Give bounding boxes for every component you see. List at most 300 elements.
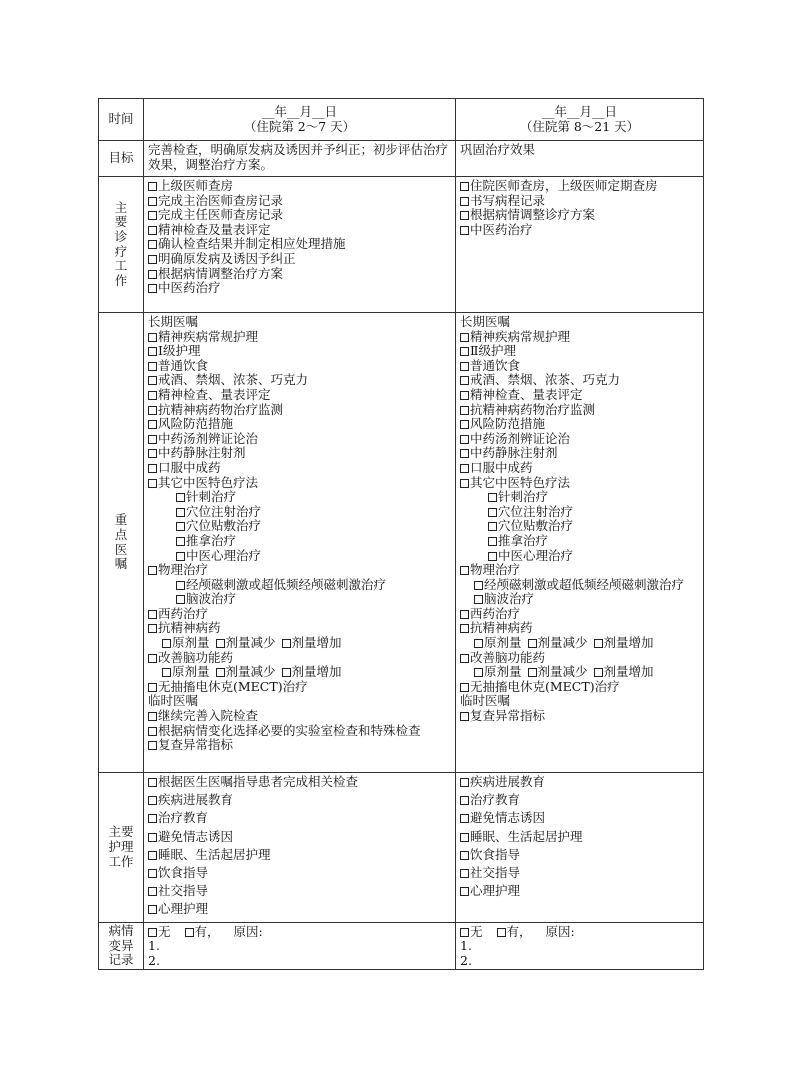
- checklist-item: [148, 651, 451, 666]
- checkbox[interactable]: [460, 226, 469, 235]
- checkbox[interactable]: [148, 566, 157, 575]
- checklist-item: [460, 651, 699, 666]
- goal-label: 目标: [99, 141, 144, 177]
- checkbox[interactable]: [148, 284, 157, 293]
- checklist-item: [460, 709, 699, 724]
- checkbox[interactable]: [282, 668, 291, 677]
- row-label-char: 记录: [108, 952, 134, 968]
- item-label: 改善脑功能药: [158, 649, 234, 665]
- checkbox[interactable]: [460, 197, 469, 206]
- variance-item-2: 2.: [460, 952, 472, 968]
- section-heading: 长期医嘱: [148, 314, 199, 329]
- checkbox[interactable]: [148, 270, 157, 279]
- checklist-item: [148, 373, 451, 388]
- item-label: 抗精神病药: [158, 620, 221, 636]
- dose-options: [460, 636, 699, 651]
- checklist-item: [460, 866, 699, 881]
- item-label: 治疗教育: [470, 792, 521, 808]
- item-label: Ⅰ级护理: [158, 343, 201, 359]
- item-label: 确认检查结果并制定相应处理措施: [158, 236, 346, 252]
- checkbox[interactable]: [148, 624, 157, 633]
- checklist-item: [460, 549, 699, 564]
- row-label-char: 主要: [108, 824, 134, 840]
- checkbox[interactable]: [185, 928, 194, 937]
- checklist-item: [460, 223, 699, 238]
- checklist-item: [148, 476, 451, 491]
- checkbox[interactable]: [488, 537, 497, 546]
- item-label: 戒酒、禁烟、浓茶、巧克力: [470, 372, 621, 388]
- checkbox[interactable]: [474, 668, 483, 677]
- checkbox[interactable]: [148, 391, 157, 400]
- checkbox[interactable]: [594, 639, 603, 648]
- variance-reason-label: 原因:: [233, 923, 263, 939]
- dose-option-label: 原剂量: [484, 635, 522, 651]
- checkbox[interactable]: [460, 464, 469, 473]
- checklist-item: [148, 709, 451, 724]
- checkbox[interactable]: [460, 851, 469, 860]
- row-label-char: 工作: [108, 853, 134, 869]
- checklist-item: [460, 446, 699, 461]
- dose-options: [148, 636, 451, 651]
- item-label: 抗精神病药物治疗监测: [470, 401, 596, 417]
- checklist-item: [148, 793, 451, 808]
- item-label: 西药治疗: [158, 605, 209, 621]
- dose-option-label: 原剂量: [172, 635, 210, 651]
- checklist-item: [460, 607, 699, 622]
- item-label: 风险防范措施: [470, 416, 546, 432]
- checkbox[interactable]: [148, 435, 157, 444]
- checkbox[interactable]: [460, 566, 469, 575]
- nursing-col2: [456, 773, 704, 923]
- checkbox[interactable]: [148, 376, 157, 385]
- item-label: 复查异常指标: [470, 708, 546, 724]
- diagnosis-col1: [144, 177, 456, 313]
- diagnosis-col2: [456, 177, 704, 313]
- checklist-item: [148, 724, 451, 739]
- variance-none-label: 无: [470, 923, 483, 939]
- goal-col1: 完善检查，明确原发病及诱因并予纠正；初步评估治疗效果，调整治疗方案。: [144, 141, 456, 177]
- item-label: 睡眠、生活起居护理: [470, 828, 583, 844]
- checklist-item: [148, 252, 451, 267]
- checklist-item: [148, 866, 451, 881]
- checkbox[interactable]: [460, 406, 469, 415]
- dose-option-label: 剂量增加: [603, 635, 654, 651]
- checklist-item: [148, 281, 451, 296]
- row-label-char: 点: [114, 526, 128, 542]
- checkbox[interactable]: [528, 639, 537, 648]
- orders-col2: [456, 313, 704, 773]
- checkbox[interactable]: [460, 796, 469, 805]
- checkbox[interactable]: [460, 683, 469, 692]
- checkbox[interactable]: [488, 552, 497, 561]
- checklist-item: [460, 775, 699, 790]
- checkbox[interactable]: [460, 869, 469, 878]
- checkbox[interactable]: [282, 639, 291, 648]
- item-label: 精神检查、量表评定: [158, 386, 271, 402]
- variance-item-2: 2.: [148, 952, 160, 968]
- item-label: 脑波治疗: [484, 591, 535, 607]
- checkbox[interactable]: [176, 493, 185, 502]
- row-label-char: 重: [114, 512, 128, 528]
- col1-header: [144, 99, 456, 141]
- checkbox[interactable]: [488, 522, 497, 531]
- checkbox[interactable]: [148, 905, 157, 914]
- checklist-item: [460, 592, 699, 607]
- checklist-item: [148, 267, 451, 282]
- checkbox[interactable]: [148, 654, 157, 663]
- dose-option-label: 原剂量: [172, 664, 210, 680]
- checkbox[interactable]: [148, 796, 157, 805]
- item-label: 中药汤剂辨证论治: [158, 430, 259, 446]
- item-label: 继续完善入院检查: [158, 708, 259, 724]
- checkbox[interactable]: [148, 420, 157, 429]
- checklist-item: [148, 592, 451, 607]
- checkbox[interactable]: [528, 668, 537, 677]
- checklist-item: [460, 476, 699, 491]
- item-label: 口服中成药: [470, 459, 533, 475]
- checkbox[interactable]: [148, 741, 157, 750]
- dose-options: [460, 665, 699, 680]
- row-label-char: 护理: [108, 838, 134, 854]
- item-label: 穴位注射治疗: [186, 503, 262, 519]
- row-label-char: 作: [114, 272, 128, 288]
- item-label: 其它中医特色疗法: [158, 474, 259, 490]
- checklist-item: [460, 403, 699, 418]
- variance-yes-label: 有，: [194, 923, 220, 939]
- col1-days: （住院第 2～7 天）: [243, 118, 356, 134]
- item-label: 精神检查、量表评定: [470, 386, 583, 402]
- checklist-item: [460, 432, 699, 447]
- checkbox[interactable]: [460, 610, 469, 619]
- checkbox[interactable]: [460, 479, 469, 488]
- checkbox[interactable]: [148, 449, 157, 458]
- variance-col1: [144, 922, 456, 970]
- variance-none-label: 无: [158, 923, 171, 939]
- checklist-item: [460, 519, 699, 534]
- checklist-item: [148, 519, 451, 534]
- item-label: 无抽搐电休克(MECT)治疗: [470, 678, 620, 694]
- col2-date: __年__月__日: [541, 103, 617, 119]
- dose-option-label: 剂量减少: [225, 664, 276, 680]
- item-label: 穴位贴敷治疗: [498, 518, 574, 534]
- checklist-item: [148, 344, 451, 359]
- checkbox[interactable]: [460, 833, 469, 842]
- variance-yes-label: 有，: [506, 923, 532, 939]
- section-heading: 临时医嘱: [460, 693, 511, 709]
- checkbox[interactable]: [460, 435, 469, 444]
- item-label: 明确原发病及诱因予纠正: [158, 250, 296, 266]
- checkbox[interactable]: [148, 333, 157, 342]
- checkbox[interactable]: [148, 887, 157, 896]
- checklist-item: [460, 848, 699, 863]
- checkbox[interactable]: [176, 595, 185, 604]
- item-label: 社交指导: [158, 883, 209, 899]
- checklist-item: [148, 607, 451, 622]
- checklist-item: [460, 534, 699, 549]
- item-label: 避免情志诱因: [470, 810, 546, 826]
- checklist-item: [148, 578, 451, 593]
- checkbox[interactable]: [488, 508, 497, 517]
- checkbox[interactable]: [460, 887, 469, 896]
- checkbox[interactable]: [162, 668, 171, 677]
- checkbox[interactable]: [148, 464, 157, 473]
- checkbox[interactable]: [148, 778, 157, 787]
- checkbox[interactable]: [460, 333, 469, 342]
- checkbox[interactable]: [148, 406, 157, 415]
- checklist-item: [148, 563, 451, 578]
- checklist-item: [148, 884, 451, 899]
- item-label: 根据病情调整治疗方案: [158, 265, 284, 281]
- checklist-item: [460, 830, 699, 845]
- checkbox[interactable]: [176, 552, 185, 561]
- variance-options: [148, 925, 451, 940]
- checkbox[interactable]: [148, 851, 157, 860]
- checkbox[interactable]: [460, 347, 469, 356]
- checklist-item: [148, 902, 451, 917]
- dose-option-label: 剂量减少: [537, 664, 588, 680]
- item-label: 针刺治疗: [186, 489, 237, 505]
- checkbox[interactable]: [460, 814, 469, 823]
- goal-col2: 巩固治疗效果: [456, 141, 704, 177]
- dose-options: [148, 665, 451, 680]
- checkbox[interactable]: [148, 226, 157, 235]
- item-label: 穴位贴敷治疗: [186, 518, 262, 534]
- dose-option-label: 剂量增加: [603, 664, 654, 680]
- checkbox[interactable]: [474, 639, 483, 648]
- checkbox[interactable]: [176, 581, 185, 590]
- variance-reason-label: 原因:: [545, 923, 575, 939]
- checklist-item: [148, 848, 451, 863]
- checkbox[interactable]: [460, 778, 469, 787]
- checklist-item: [460, 359, 699, 374]
- variance-label: [99, 922, 144, 970]
- item-label: 中药静脉注射剂: [158, 445, 246, 461]
- item-label: 完成主治医师查房记录: [158, 192, 284, 208]
- dose-option-label: 剂量减少: [537, 635, 588, 651]
- section-heading: 长期医嘱: [460, 314, 511, 329]
- checklist-item: [148, 505, 451, 520]
- checklist-item: [460, 811, 699, 826]
- item-label: 精神疾病常规护理: [470, 328, 571, 344]
- checkbox[interactable]: [148, 869, 157, 878]
- checklist-item: [148, 432, 451, 447]
- item-label: 根据医生医嘱指导患者完成相关检查: [158, 774, 359, 789]
- checkbox[interactable]: [148, 928, 157, 937]
- checkbox[interactable]: [460, 928, 469, 937]
- checkbox[interactable]: [148, 211, 157, 220]
- item-label: 推拿治疗: [498, 532, 549, 548]
- checkbox[interactable]: [460, 712, 469, 721]
- checklist-item: [460, 563, 699, 578]
- item-label: 睡眠、生活起居护理: [158, 846, 271, 862]
- checklist-item: [460, 505, 699, 520]
- checklist-item: [148, 388, 451, 403]
- item-label: 中医心理治疗: [498, 547, 574, 563]
- row-label-char: 诊: [114, 228, 128, 244]
- checklist-item: [148, 330, 451, 345]
- checklist-item: [460, 208, 699, 223]
- item-label: 精神疾病常规护理: [158, 328, 259, 344]
- checkbox[interactable]: [148, 240, 157, 249]
- dose-option-label: 剂量增加: [291, 635, 342, 651]
- checklist-item: [148, 738, 451, 753]
- item-label: 中药汤剂辨证论治: [470, 430, 571, 446]
- checklist-item: [148, 461, 451, 476]
- item-label: 抗精神病药物治疗监测: [158, 401, 284, 417]
- checklist-item: [460, 490, 699, 505]
- checkbox[interactable]: [474, 595, 483, 604]
- item-label: 住院医师查房，上级医师定期查房: [470, 178, 658, 193]
- col2-days: （住院第 8～21 天）: [519, 118, 640, 134]
- checkbox[interactable]: [488, 493, 497, 502]
- item-label: 中医药治疗: [470, 221, 533, 237]
- item-label: 针刺治疗: [498, 489, 549, 505]
- checkbox[interactable]: [148, 833, 157, 842]
- item-label: 物理治疗: [158, 562, 209, 578]
- checklist-item: [148, 549, 451, 564]
- checkbox[interactable]: [148, 479, 157, 488]
- checklist-item: [460, 461, 699, 476]
- checklist-item: [460, 793, 699, 808]
- item-label: 西药治疗: [470, 605, 521, 621]
- checkbox[interactable]: [148, 727, 157, 736]
- item-label: 疾病进展教育: [158, 792, 234, 808]
- clinical-pathway-table: [98, 98, 704, 970]
- item-label: 口服中成药: [158, 459, 221, 475]
- item-label: 疾病进展教育: [470, 774, 546, 789]
- checklist-item: [460, 373, 699, 388]
- checkbox[interactable]: [474, 581, 483, 590]
- item-label: 饮食指导: [158, 864, 209, 880]
- item-label: 中医药治疗: [158, 280, 221, 296]
- variance-item-1: 1.: [148, 938, 160, 954]
- checklist-item: [460, 621, 699, 636]
- item-label: 根据病情变化选择必要的实验室检查和特殊检查: [158, 722, 421, 738]
- checklist-item: [148, 680, 451, 695]
- item-label: 普通饮食: [470, 357, 521, 373]
- checkbox[interactable]: [148, 610, 157, 619]
- checklist-item: [460, 884, 699, 899]
- dose-option-label: 原剂量: [484, 664, 522, 680]
- diagnosis-label: [99, 177, 144, 313]
- checkbox[interactable]: [176, 508, 185, 517]
- row-label-char: 病情: [108, 923, 134, 938]
- checkbox[interactable]: [460, 211, 469, 220]
- checklist-item: [460, 417, 699, 432]
- checkbox[interactable]: [176, 537, 185, 546]
- item-label: 避免情志诱因: [158, 828, 234, 844]
- item-label: 物理治疗: [470, 562, 521, 578]
- variance-options: [460, 925, 699, 940]
- checkbox[interactable]: [460, 420, 469, 429]
- checkbox[interactable]: [148, 347, 157, 356]
- item-label: 完成主任医师查房记录: [158, 207, 284, 223]
- checkbox[interactable]: [460, 449, 469, 458]
- item-label: 中药静脉注射剂: [470, 445, 558, 461]
- checklist-item: [148, 775, 451, 790]
- item-label: 穴位注射治疗: [498, 503, 574, 519]
- row-label-char: 要: [114, 214, 128, 230]
- item-label: 改善脑功能药: [470, 649, 546, 665]
- item-label: 心理护理: [158, 901, 209, 917]
- variance-item-1: 1.: [460, 938, 472, 954]
- item-label: 风险防范措施: [158, 416, 234, 432]
- item-label: Ⅱ级护理: [470, 343, 516, 359]
- checkbox[interactable]: [216, 639, 225, 648]
- checklist-item: [460, 194, 699, 209]
- item-label: 上级医师查房: [158, 178, 234, 193]
- item-label: 饮食指导: [470, 846, 521, 862]
- checklist-item: [148, 490, 451, 505]
- checkbox[interactable]: [216, 668, 225, 677]
- checkbox[interactable]: [148, 182, 157, 191]
- checkbox[interactable]: [460, 391, 469, 400]
- row-label-char: 嘱: [114, 556, 128, 572]
- checkbox[interactable]: [148, 362, 157, 371]
- item-label: 心理护理: [470, 883, 521, 899]
- checklist-item: [148, 403, 451, 418]
- item-label: 书写病程记录: [470, 192, 546, 208]
- row-label-char: 工: [114, 258, 128, 274]
- checkbox[interactable]: [460, 376, 469, 385]
- item-label: 抗精神病药: [470, 620, 533, 636]
- checklist-item: [148, 534, 451, 549]
- row-label-char: 疗: [114, 243, 128, 259]
- checklist-item: [148, 237, 451, 252]
- section-heading: 临时医嘱: [148, 693, 199, 709]
- checkbox[interactable]: [460, 654, 469, 663]
- checkbox[interactable]: [460, 624, 469, 633]
- checklist-item: [460, 330, 699, 345]
- checklist-item: [460, 578, 699, 593]
- nursing-col1: [144, 773, 456, 923]
- orders-col1: [144, 313, 456, 773]
- checklist-item: [148, 446, 451, 461]
- checkbox[interactable]: [176, 522, 185, 531]
- item-label: 中医心理治疗: [186, 547, 262, 563]
- item-label: 脑波治疗: [186, 591, 237, 607]
- checklist-item: [460, 388, 699, 403]
- item-label: 经颅磁刺激或超低频经颅磁刺激治疗: [484, 576, 685, 592]
- item-label: 普通饮食: [158, 357, 209, 373]
- checkbox[interactable]: [162, 639, 171, 648]
- item-label: 经颅磁刺激或超低频经颅磁刺激治疗: [186, 576, 387, 592]
- nursing-label: [99, 773, 144, 923]
- checkbox[interactable]: [460, 182, 469, 191]
- checkbox[interactable]: [460, 362, 469, 371]
- row-label-char: 主: [114, 199, 128, 215]
- item-label: 无抽搐电休克(MECT)治疗: [158, 678, 308, 694]
- item-label: 治疗教育: [158, 810, 209, 826]
- checkbox[interactable]: [148, 197, 157, 206]
- checkbox[interactable]: [148, 712, 157, 721]
- checklist-item: [148, 223, 451, 238]
- item-label: 社交指导: [470, 864, 521, 880]
- checklist-item: [460, 344, 699, 359]
- checklist-item: [460, 680, 699, 695]
- checkbox[interactable]: [148, 683, 157, 692]
- checkbox[interactable]: [497, 928, 506, 937]
- item-label: 复查异常指标: [158, 737, 234, 753]
- variance-col2: [456, 922, 704, 970]
- checkbox[interactable]: [148, 255, 157, 264]
- checklist-item: [148, 830, 451, 845]
- checklist-item: [148, 208, 451, 223]
- checkbox[interactable]: [148, 814, 157, 823]
- dose-option-label: 剂量增加: [291, 664, 342, 680]
- checkbox[interactable]: [594, 668, 603, 677]
- col2-header: [456, 99, 704, 141]
